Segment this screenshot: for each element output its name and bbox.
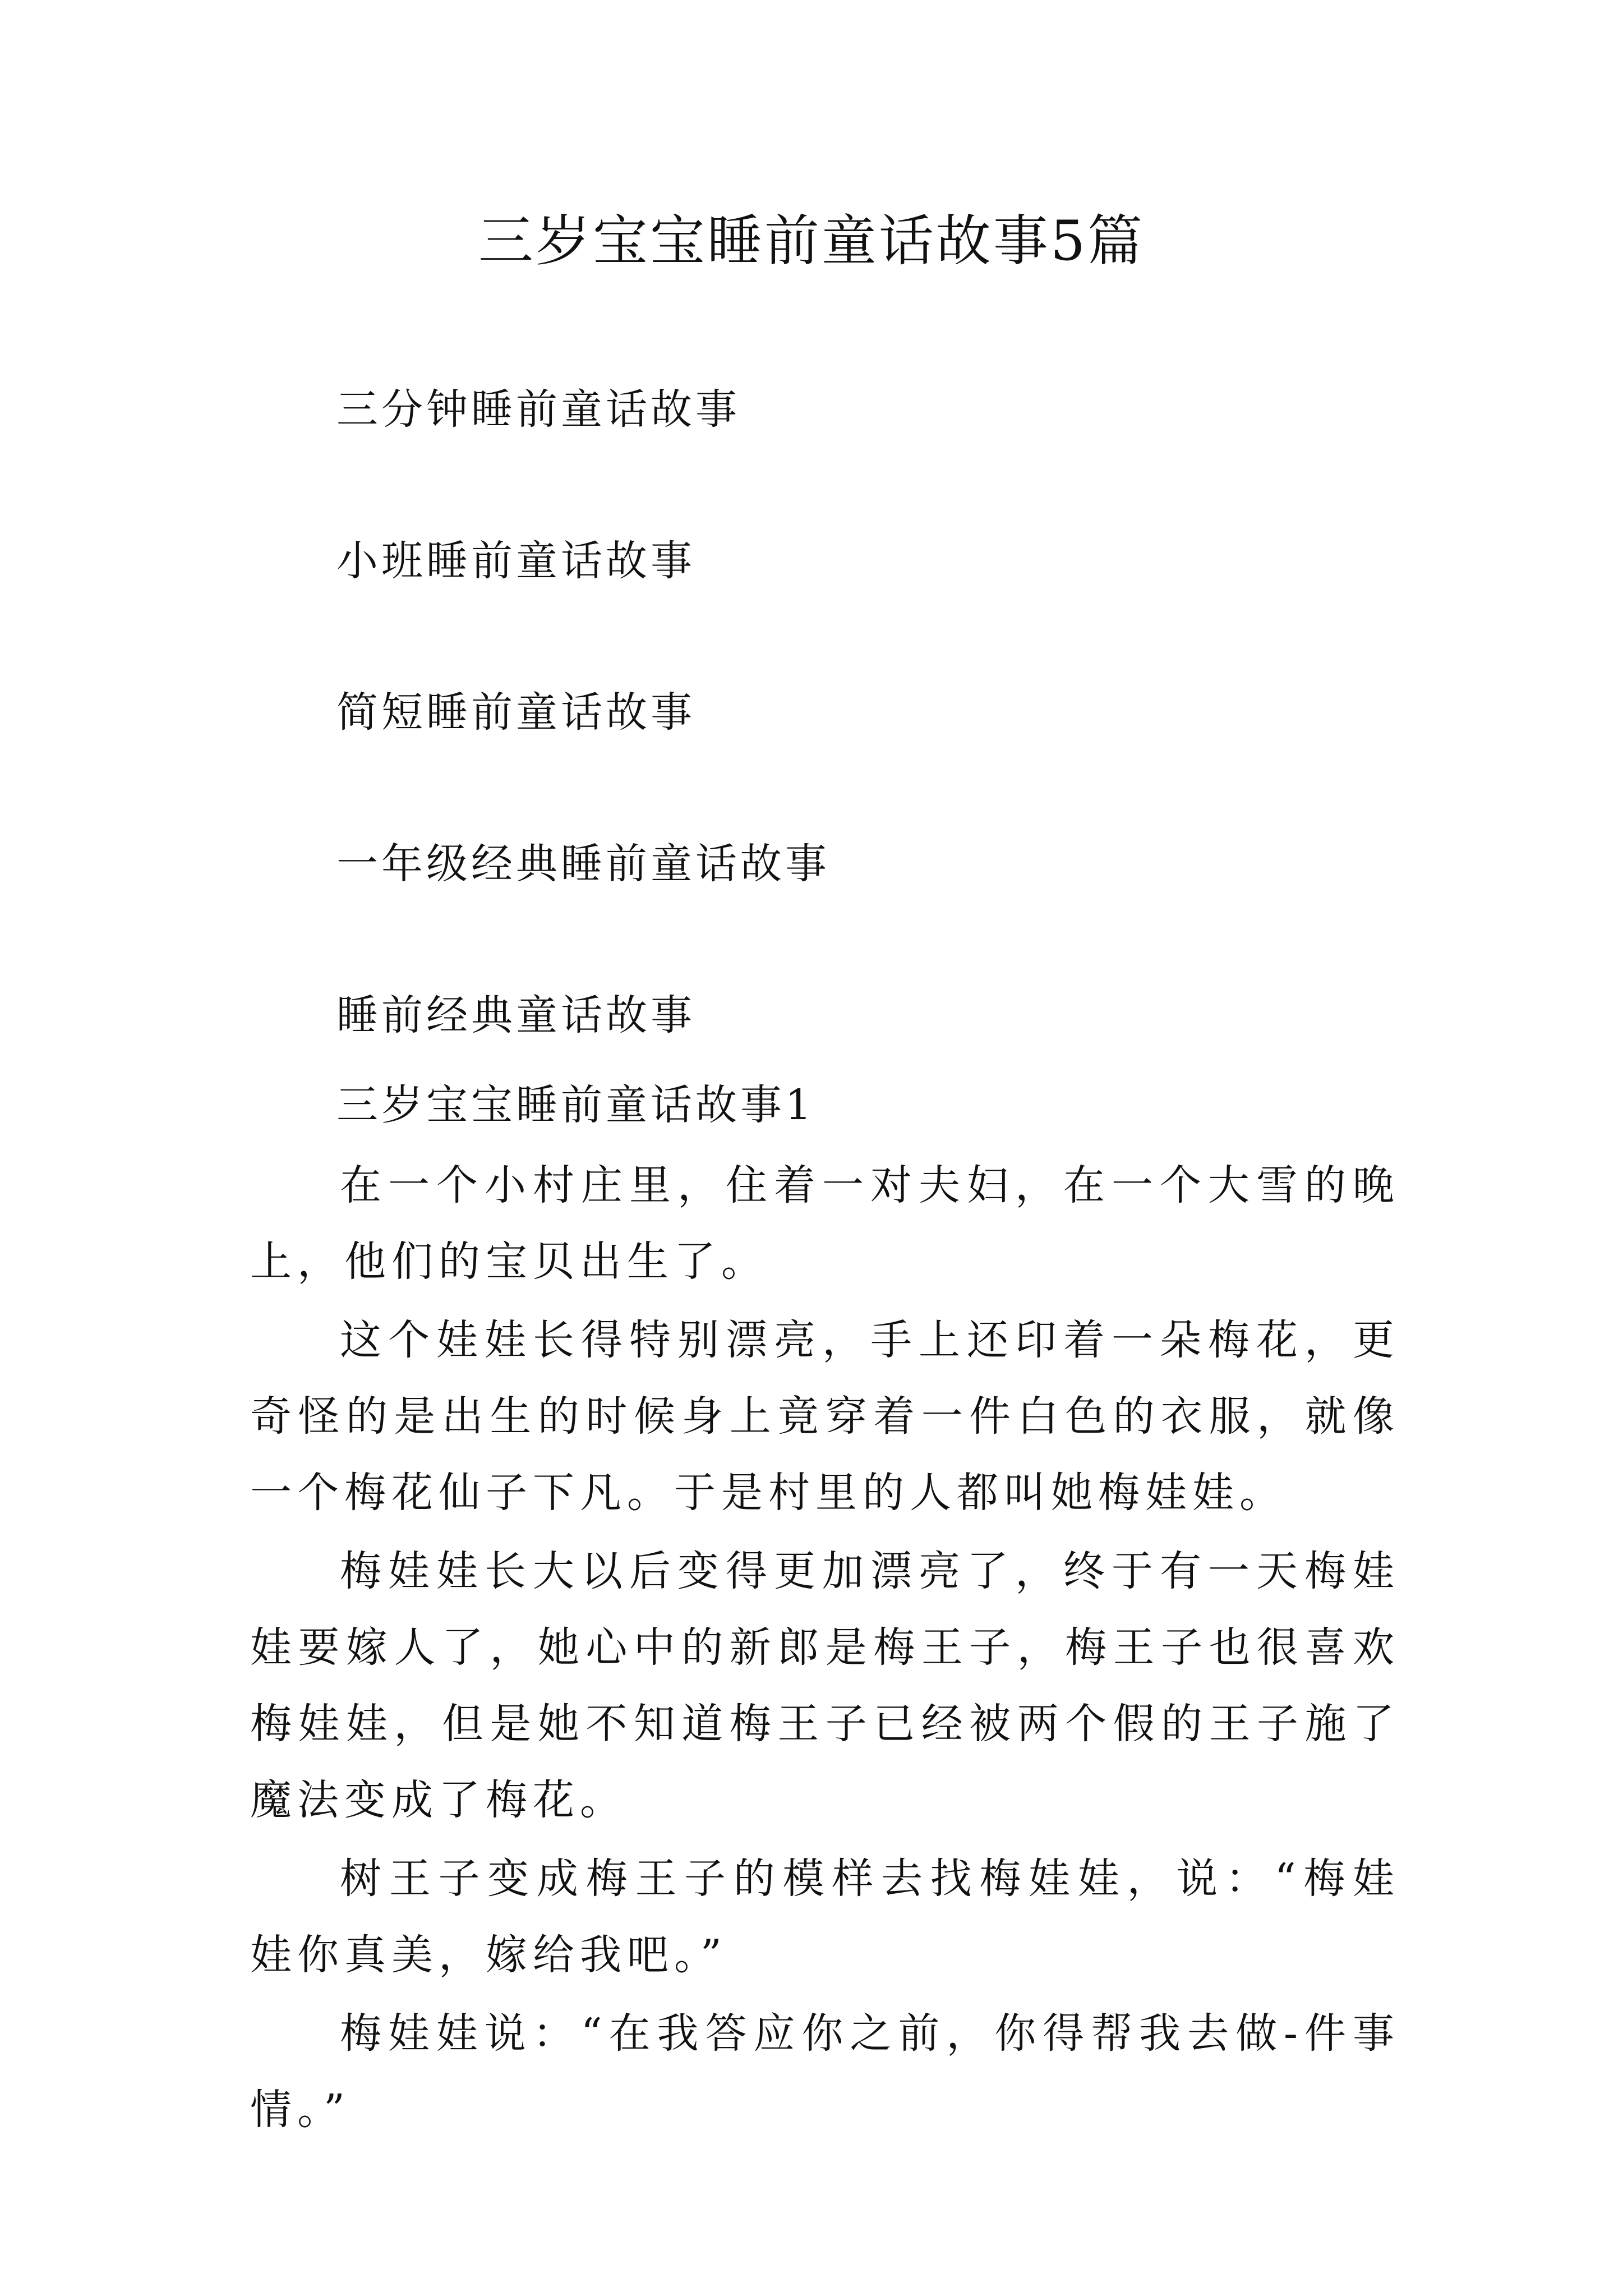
toc-item-first-grade-stories: 一年级经典睡前童话故事 xyxy=(336,840,830,888)
toc-item-kindergarten-stories: 小班睡前童话故事 xyxy=(336,537,695,585)
toc-item-classic-stories: 睡前经典童话故事 xyxy=(336,991,695,1039)
story-paragraph: 梅娃娃说：“在我答应你之前，你得帮我去做-件事情。” xyxy=(250,2009,1400,2134)
story-paragraph: 树王子变成梅王子的模样去找梅娃娃，说：“梅娃娃你真美，嫁给我吧。” xyxy=(250,1855,1400,1979)
toc-item-three-minute-stories: 三分钟睡前童话故事 xyxy=(336,385,740,434)
toc-item-short-stories: 简短睡前童话故事 xyxy=(336,688,695,737)
story-paragraph: 梅娃娃长大以后变得更加漂亮了，终于有一天梅娃娃要嫁人了，她心中的新郎是梅王子，梅王子也很喜欢梅娃娃，但是她不知道梅王子已经被两个假的王子施了魔法变成了梅花。 xyxy=(250,1547,1400,1824)
story-heading: 三岁宝宝睡前童话故事1 xyxy=(336,1081,815,1129)
story-paragraph: 这个娃娃长得特别漂亮，手上还印着一朵梅花，更奇怪的是出生的时候身上竟穿着一件白色的衣服，就像一个梅花仙子下凡。于是村里的人都叫她梅娃娃。 xyxy=(250,1316,1400,1517)
document-title: 三岁宝宝睡前童话故事5篇 xyxy=(478,209,1145,273)
story-paragraph: 在一个小村庄里，住着一对夫妇，在一个大雪的晚上，他们的宝贝出生了。 xyxy=(250,1161,1400,1286)
story-body xyxy=(250,1147,1400,2150)
